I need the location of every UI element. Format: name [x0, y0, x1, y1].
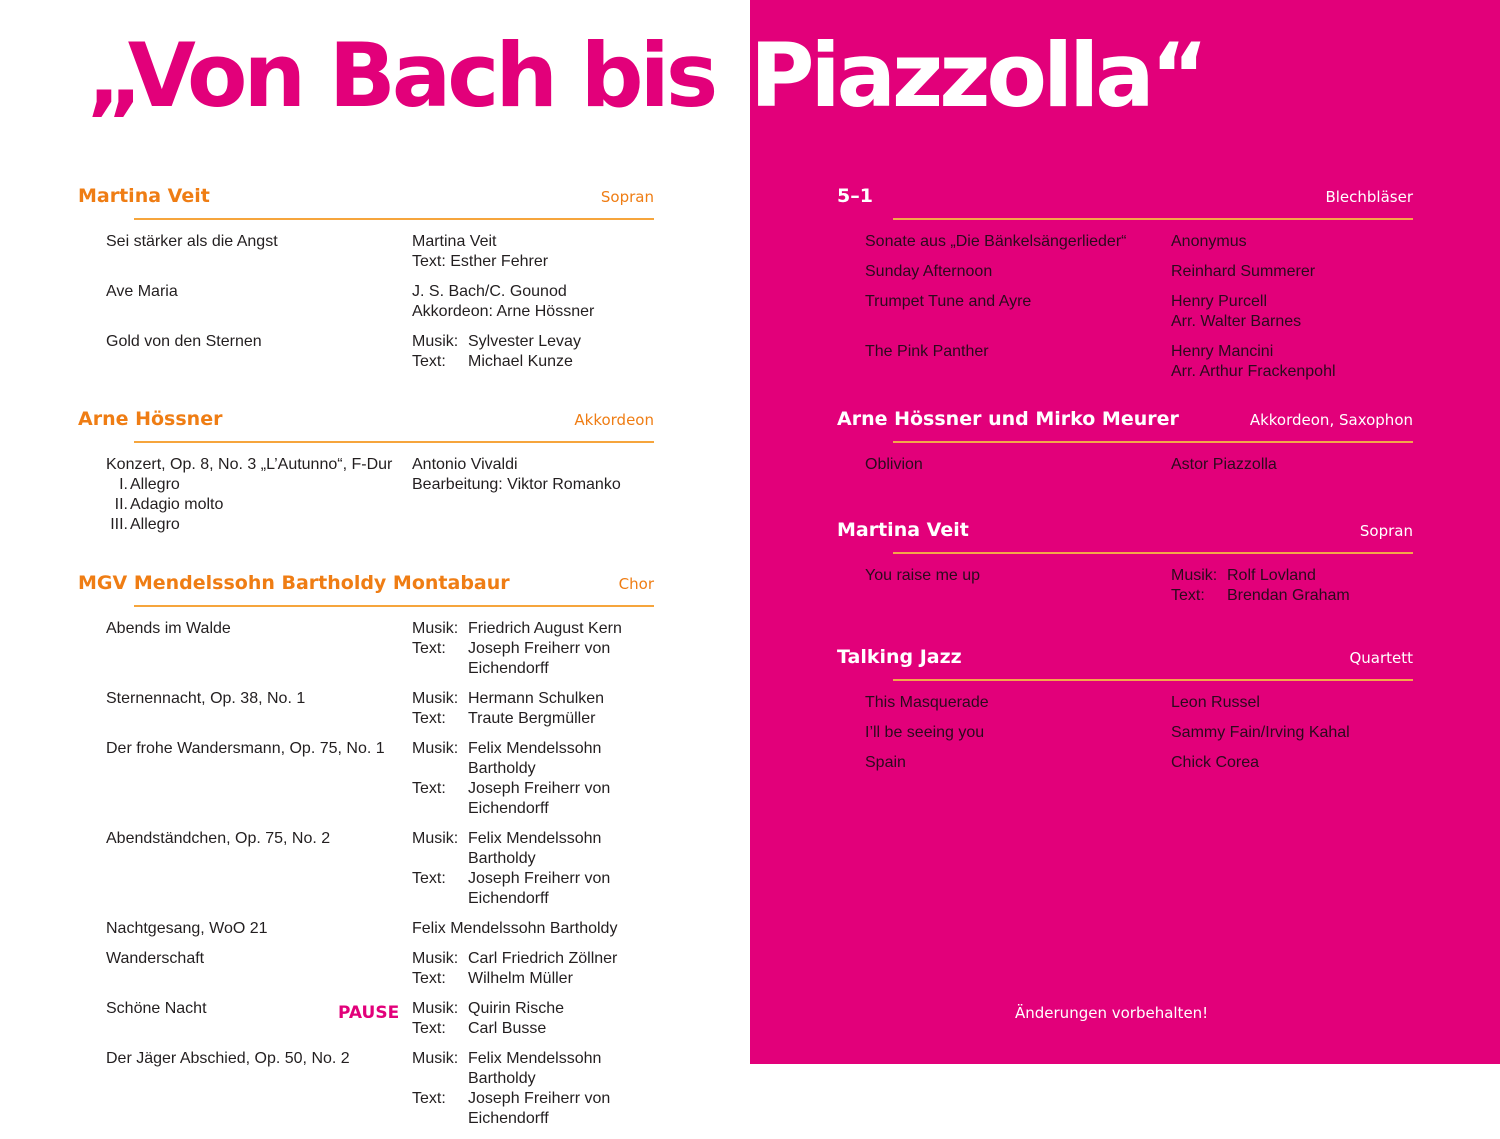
credits-cell — [412, 949, 654, 989]
work-cell — [106, 689, 412, 729]
movement-number: I. — [119, 476, 128, 493]
credit-label: Text: — [412, 640, 446, 657]
credit-value: Wilhelm Müller — [468, 970, 573, 987]
credit-label: Musik: — [412, 740, 459, 757]
work-cell — [106, 619, 412, 679]
credits-cell — [412, 1049, 654, 1129]
performer-role: Akkordeon, Saxophon — [1249, 411, 1413, 429]
program-items — [865, 455, 1413, 485]
section-header — [837, 408, 1413, 438]
work-cell — [865, 292, 1171, 332]
credit-line — [1171, 693, 1413, 713]
credit-label: Musik: — [412, 620, 459, 637]
credit-line — [412, 252, 654, 272]
program-items — [865, 693, 1413, 783]
page-title — [86, 24, 1205, 127]
performer-name: Arne Hössner — [78, 408, 223, 430]
credit-line — [1171, 566, 1413, 586]
section-divider — [893, 441, 1413, 443]
credit-label: Musik: — [412, 690, 459, 707]
performer-name: Talking Jazz — [837, 646, 962, 668]
work-cell — [106, 282, 412, 322]
credit-value: Henry Purcell — [1171, 293, 1268, 310]
credit-line — [412, 869, 654, 909]
credits-cell — [412, 619, 654, 679]
work-cell — [865, 232, 1171, 252]
work-title: Der Jäger Abschied, Op. 50, No. 2 — [106, 1050, 350, 1067]
work-cell — [106, 1049, 412, 1129]
work-title: Konzert, Op. 8, No. 3 „L’Autunno“, F-Dur — [106, 456, 393, 473]
credits-cell — [412, 919, 654, 939]
program-item — [106, 232, 654, 272]
credit-line — [412, 639, 654, 679]
program-item — [106, 739, 654, 819]
work-title: I’ll be seeing you — [865, 724, 985, 741]
movement-title: Allegro — [130, 516, 180, 533]
credits-cell — [412, 689, 654, 729]
credit-value: Felix Mendelssohn Bartholdy — [468, 830, 602, 867]
work-cell — [106, 829, 412, 909]
work-cell — [865, 753, 1171, 773]
program-item — [106, 829, 654, 909]
credit-line — [412, 709, 654, 729]
section-divider — [134, 441, 654, 443]
work-cell — [106, 232, 412, 272]
credit-line — [412, 475, 654, 495]
movement — [106, 475, 412, 495]
movement-title: Adagio molto — [130, 496, 224, 513]
credit-value: Leon Russel — [1171, 694, 1260, 711]
credit-line — [412, 1089, 654, 1129]
credits-cell — [1171, 455, 1413, 475]
work-cell — [865, 723, 1171, 743]
credit-line — [1171, 262, 1413, 282]
work-title: Gold von den Sternen — [106, 333, 262, 350]
credits-cell — [1171, 693, 1413, 713]
credit-value: Joseph Freiherr von Eichendorff — [468, 640, 611, 677]
work-cell — [865, 455, 1171, 475]
credit-line — [412, 829, 654, 869]
credit-label: Musik: — [412, 333, 459, 350]
credits-cell — [412, 455, 654, 535]
program-item — [106, 689, 654, 729]
section-divider — [893, 552, 1413, 554]
credit-value: Michael Kunze — [468, 353, 573, 370]
performer-role: Chor — [618, 575, 654, 593]
performer-role: Quartett — [1349, 649, 1413, 667]
program-items — [865, 232, 1413, 392]
credit-line — [412, 302, 654, 322]
credits-cell — [1171, 342, 1413, 382]
credit-label: Text: — [412, 780, 446, 797]
credit-label: Text: — [1171, 587, 1205, 604]
work-title: Sunday Afternoon — [865, 263, 993, 280]
performer-name: Martina Veit — [837, 519, 969, 541]
program-item — [865, 455, 1413, 475]
work-title: Abends im Walde — [106, 620, 231, 637]
credit-line — [412, 619, 654, 639]
credit-value: Joseph Freiherr von Eichendorff — [468, 870, 611, 907]
movement-number: III. — [110, 516, 128, 533]
credit-line — [412, 455, 654, 475]
section-header — [837, 185, 1413, 215]
credit-label: Musik: — [1171, 567, 1218, 584]
program-item — [865, 566, 1413, 606]
section-header — [837, 519, 1413, 549]
program-section — [78, 408, 654, 533]
credit-line — [1171, 312, 1413, 332]
credit-value: Astor Piazzolla — [1171, 456, 1277, 473]
section-header — [837, 646, 1413, 676]
work-title: This Masquerade — [865, 694, 989, 711]
credit-value: Henry Mancini — [1171, 343, 1274, 360]
work-cell — [865, 342, 1171, 382]
performer-role: Sopran — [600, 188, 654, 206]
work-cell — [106, 739, 412, 819]
work-title: Oblivion — [865, 456, 923, 473]
work-cell — [106, 949, 412, 989]
program-item — [106, 455, 654, 535]
program-item — [106, 332, 654, 372]
work-cell — [865, 566, 1171, 606]
credit-line — [412, 1049, 654, 1089]
program-items — [865, 566, 1413, 616]
credit-value: Arr. Walter Barnes — [1171, 313, 1302, 330]
credit-value: Felix Mendelssohn Bartholdy — [468, 1050, 602, 1087]
work-title: Ave Maria — [106, 283, 178, 300]
program-section — [837, 646, 1413, 771]
work-title: Sei stärker als die Angst — [106, 233, 278, 250]
credits-cell — [412, 829, 654, 909]
credit-line — [412, 689, 654, 709]
credit-value: Sammy Fain/Irving Kahal — [1171, 724, 1350, 741]
credit-line — [412, 332, 654, 352]
program-item — [106, 619, 654, 679]
work-title: You raise me up — [865, 567, 981, 584]
work-title: Der frohe Wandersmann, Op. 75, No. 1 — [106, 740, 385, 757]
credit-label: Text: — [412, 970, 446, 987]
program-items — [106, 455, 654, 545]
credit-line — [1171, 586, 1413, 606]
credit-value: Sylvester Levay — [468, 333, 581, 350]
section-header — [78, 572, 654, 602]
section-header — [78, 408, 654, 438]
credit-value: Traute Bergmüller — [468, 710, 596, 727]
credit-value: Akkordeon: Arne Hössner — [412, 303, 595, 320]
credit-value: Carl Friedrich Zöllner — [468, 950, 618, 967]
credit-value: Anonymus — [1171, 233, 1247, 250]
credit-line — [1171, 455, 1413, 475]
credit-value: Carl Busse — [468, 1020, 547, 1037]
credit-line — [412, 999, 654, 1019]
credit-line — [412, 779, 654, 819]
credit-value: Friedrich August Kern — [468, 620, 622, 637]
credit-value: Felix Mendelssohn Bartholdy — [468, 740, 602, 777]
program-items — [106, 619, 654, 1139]
program-section — [78, 185, 654, 370]
performer-role: Akkordeon — [574, 411, 654, 429]
credit-line — [1171, 723, 1413, 743]
performer-name: 5–1 — [837, 185, 873, 207]
movement — [106, 515, 412, 535]
credit-line — [412, 919, 654, 939]
movement-number: II. — [114, 496, 128, 513]
credit-value: Reinhard Summerer — [1171, 263, 1316, 280]
credit-value: Rolf Lovland — [1227, 567, 1316, 584]
credits-cell — [1171, 262, 1413, 282]
section-divider — [134, 605, 654, 607]
work-cell — [106, 332, 412, 372]
program-item — [106, 282, 654, 322]
credit-label: Musik: — [412, 950, 459, 967]
movement-title: Allegro — [130, 476, 180, 493]
credit-value: Antonio Vivaldi — [412, 456, 518, 473]
work-title: Sonate aus „Die Bänkelsängerlieder“ — [865, 233, 1127, 250]
credit-value: Martina Veit — [412, 233, 497, 250]
program-item — [865, 753, 1413, 773]
work-title: Abendständchen, Op. 75, No. 2 — [106, 830, 331, 847]
section-header — [78, 185, 654, 215]
credit-label: Text: — [412, 1090, 446, 1107]
program-item — [865, 262, 1413, 282]
program-section — [837, 519, 1413, 604]
credit-line — [1171, 753, 1413, 773]
credit-value: Text: Esther Fehrer — [412, 253, 549, 270]
credits-cell — [412, 332, 654, 372]
pause-label: PAUSE — [338, 1003, 400, 1023]
credits-cell — [1171, 566, 1413, 606]
program-item — [865, 693, 1413, 713]
credits-cell — [1171, 232, 1413, 252]
credits-cell — [412, 282, 654, 322]
credit-value: Quirin Rische — [468, 1000, 565, 1017]
credit-label: Musik: — [412, 1050, 459, 1067]
credits-cell — [1171, 723, 1413, 743]
credit-line — [1171, 342, 1413, 362]
credit-value: Felix Mendelssohn Bartholdy — [412, 920, 618, 937]
work-title: Nachtgesang, WoO 21 — [106, 920, 268, 937]
program-item — [865, 292, 1413, 332]
performer-name: Arne Hössner und Mirko Meurer — [837, 408, 1179, 430]
program-section — [837, 408, 1413, 473]
work-cell — [106, 455, 412, 535]
section-divider — [134, 218, 654, 220]
title-part-right: Piazzolla“ — [750, 24, 1205, 127]
credit-label: Text: — [412, 1020, 446, 1037]
work-title: Spain — [865, 754, 906, 771]
program-items — [106, 232, 654, 382]
credits-cell — [1171, 753, 1413, 773]
work-title: Wanderschaft — [106, 950, 205, 967]
credit-label: Musik: — [412, 830, 459, 847]
credit-value: Bearbeitung: Viktor Romanko — [412, 476, 621, 493]
program-item — [865, 723, 1413, 743]
work-title: Schöne Nacht — [106, 1000, 207, 1017]
credit-line — [1171, 362, 1413, 382]
work-title: Sternennacht, Op. 38, No. 1 — [106, 690, 306, 707]
credit-value: Chick Corea — [1171, 754, 1260, 771]
credit-line — [412, 282, 654, 302]
program-item — [106, 919, 654, 939]
credit-value: Brendan Graham — [1227, 587, 1350, 604]
movement — [106, 495, 412, 515]
work-cell — [865, 262, 1171, 282]
program-section — [837, 185, 1413, 380]
footer-note: Änderungen vorbehalten! — [1015, 1004, 1209, 1022]
credit-line — [412, 949, 654, 969]
credit-value: Joseph Freiherr von Eichendorff — [468, 1090, 611, 1127]
work-title: The Pink Panther — [865, 343, 989, 360]
program-item — [865, 232, 1413, 252]
credits-cell — [412, 999, 654, 1039]
credit-value: Arr. Arthur Frackenpohl — [1171, 363, 1336, 380]
credit-value: J. S. Bach/C. Gounod — [412, 283, 567, 300]
credit-line — [412, 1019, 654, 1039]
title-part-left: „Von Bach bis — [86, 24, 715, 127]
credit-label: Text: — [412, 870, 446, 887]
work-cell — [106, 919, 412, 939]
program-item — [865, 342, 1413, 382]
credit-label: Text: — [412, 353, 446, 370]
credit-line — [412, 352, 654, 372]
credit-line — [412, 232, 654, 252]
section-divider — [893, 679, 1413, 681]
credit-label: Musik: — [412, 1000, 459, 1017]
performer-name: MGV Mendelssohn Bartholdy Montabaur — [78, 572, 510, 594]
program-item — [106, 1049, 654, 1129]
credit-label: Text: — [412, 710, 446, 727]
credit-line — [1171, 232, 1413, 252]
credit-line — [1171, 292, 1413, 312]
credits-cell — [412, 739, 654, 819]
credit-line — [412, 739, 654, 779]
credit-line — [412, 969, 654, 989]
credits-cell — [412, 232, 654, 272]
work-cell — [865, 693, 1171, 713]
program-item — [106, 949, 654, 989]
credits-cell — [1171, 292, 1413, 332]
performer-name: Martina Veit — [78, 185, 210, 207]
credit-value: Hermann Schulken — [468, 690, 605, 707]
credit-value: Joseph Freiherr von Eichendorff — [468, 780, 611, 817]
performer-role: Sopran — [1359, 522, 1413, 540]
section-divider — [893, 218, 1413, 220]
work-title: Trumpet Tune and Ayre — [865, 293, 1032, 310]
performer-role: Blechbläser — [1325, 188, 1413, 206]
